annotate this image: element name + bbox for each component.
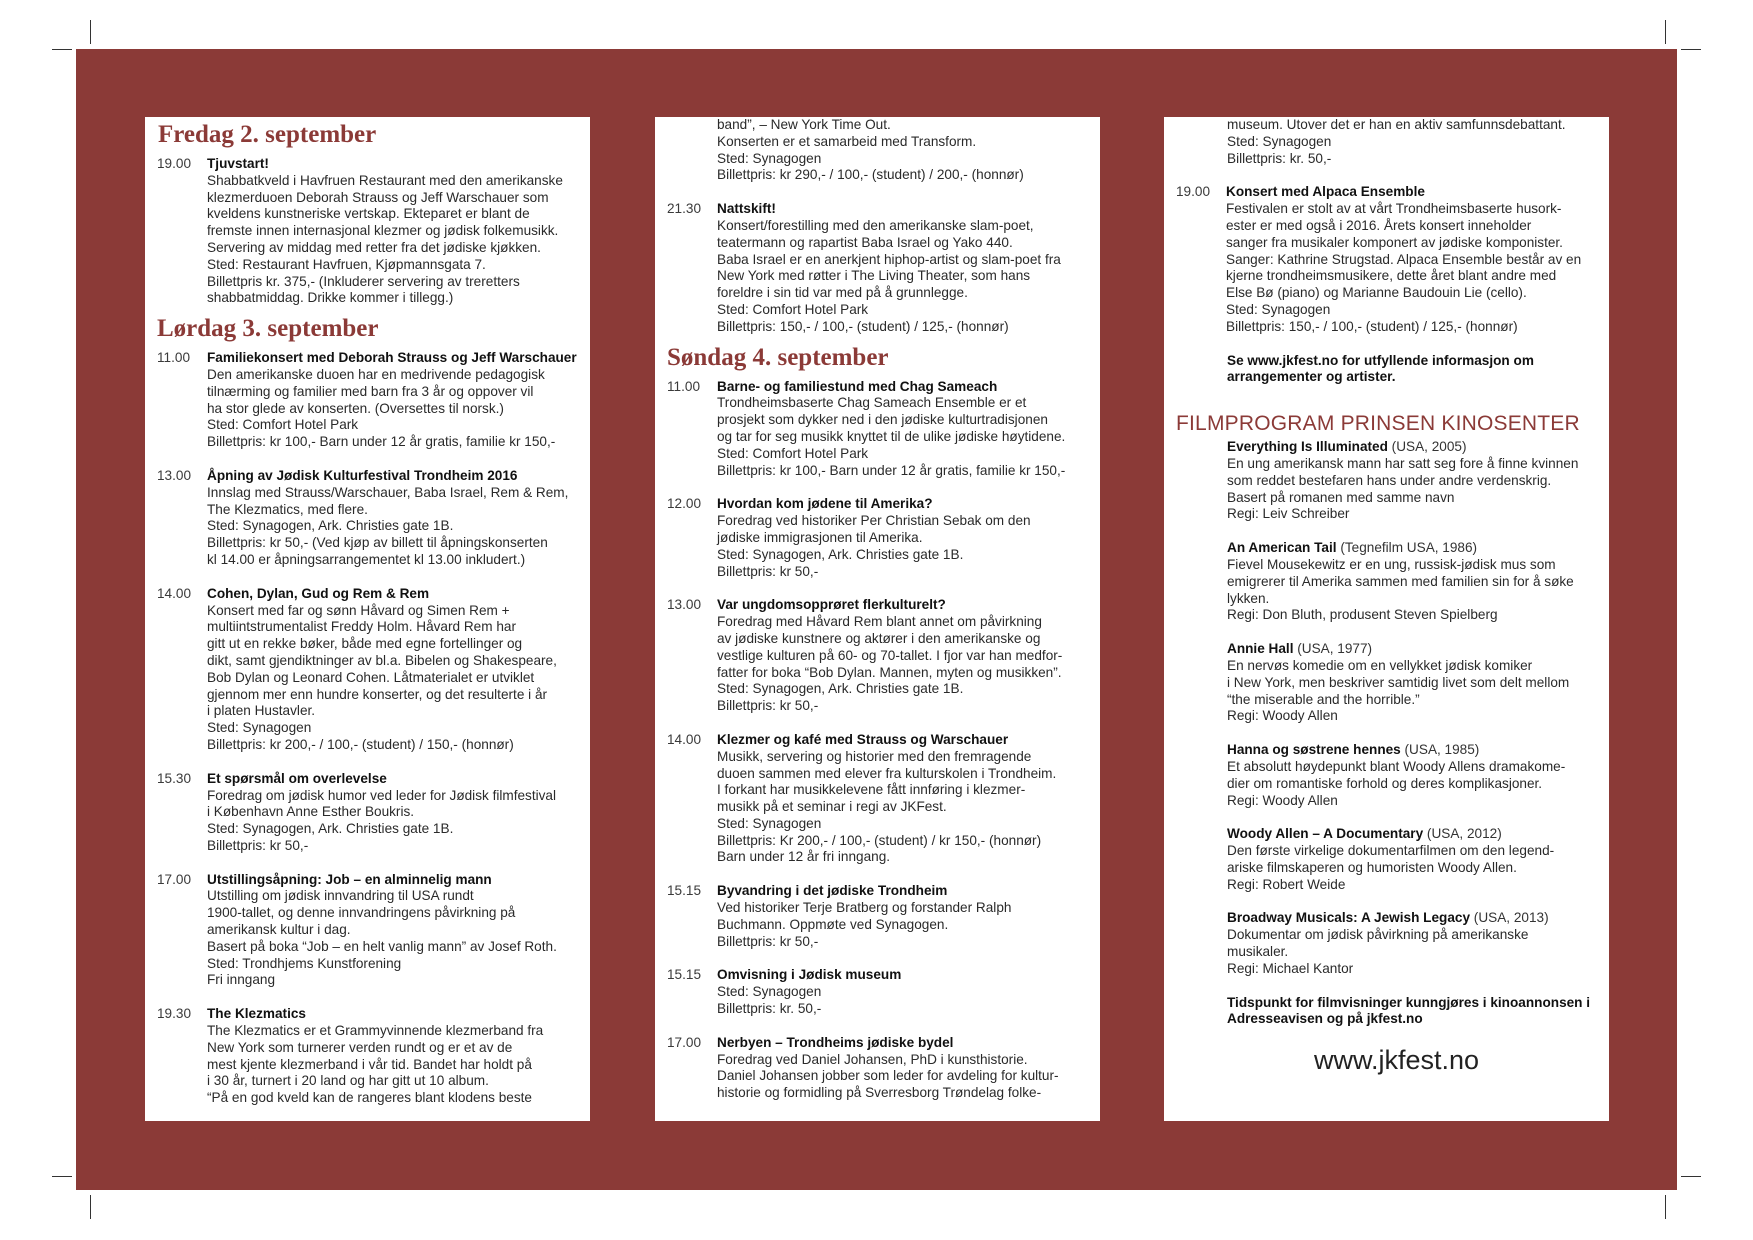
film-text-line: Regi: Leiv Schreiber [1227,506,1350,522]
event-title: Var ungdomsopprøret flerkulturelt? [717,597,946,613]
film-heading [1227,641,1601,658]
event-item [655,1035,1100,1102]
film-text-line: Et absolutt høydepunkt blant Woody Allens dramakome- [1227,758,1566,774]
event-body [207,350,590,451]
film-title: Woody Allen – A Documentary [1227,826,1424,842]
event-body [207,771,590,855]
event-text-line: musikk på et seminar i regi av JKFest. [717,799,947,815]
event-body [717,379,1100,480]
event-text-line: Billettpris: kr 200,- / 100,- (student) / 150,- (honnør) [207,736,514,752]
event-time: 12.00 [667,496,702,512]
event-title: Konsert med Alpaca Ensemble [1226,184,1425,200]
event-text-line: klezmerduoen Deborah Strauss og Jeff Warschauer som [207,189,549,205]
event-text-line: Bob Dylan og Leonard Cohen. Låtmaterialet er utviklet [207,669,535,685]
film-item [1164,826,1609,893]
event-text-line: Sted: Comfort Hotel Park [717,301,869,317]
film-text-line: Regi: Don Bluth, produsent Steven Spielberg [1227,607,1498,623]
event-text-line: Konsert med far og sønn Håvard og Simen Rem + [207,602,510,618]
event-text-line: I forkant har musikkelevene fått innføring i klezmer- [717,782,1026,798]
event-text-line: Billettpris: kr 100,- Barn under 12 år gratis, familie kr 150,- [207,434,556,450]
saturday-late-events [655,201,1100,335]
crop-mark [52,1176,72,1177]
event-item [145,350,590,451]
text-line: Billettpris: kr. 50,- [1227,150,1332,166]
event-body [207,156,590,307]
event-text-line: Buchmann. Oppmøte ved Synagogen. [717,916,949,932]
day-heading-saturday: Lørdag 3. september [157,315,379,343]
event-text-line: av jødiske kunstnere og aktører i den amerikanske og [717,630,1041,646]
event-text-line: Foredrag ved Daniel Johansen, PhD i kunsthistorie. [717,1051,1028,1067]
event-body [207,586,590,754]
event-text-line: og tar for seg musikk knyttet til de ulike jødiske høytidene. [717,428,1066,444]
film-text-line: “the miserable and the horrible.” [1227,691,1420,707]
event-text-line: Den amerikanske duoen har en medrivende pedagogisk [207,366,545,382]
event-text-line: Sted: Synagogen [1226,301,1331,317]
event-text-line: teatermann og rapartist Baba Israel og Yako 440. [717,234,1013,250]
event-text-line: tilnærming og familier med barn fra 3 år og oppover vil [207,383,534,399]
event-text-line: Billettpris: 150,- / 100,- (student) / 125,- (honnør) [717,318,1009,334]
event-time: 17.00 [157,871,192,887]
event-text-line: Trondheimsbaserte Chag Sameach Ensemble er et [717,395,1027,411]
text-line: Billettpris: kr 290,- / 100,- (student) / 200,- (honnør) [717,167,1024,183]
event-item [145,1006,590,1107]
event-item [145,468,590,569]
day-heading-friday: Fredag 2. september [158,121,377,148]
event-time: 13.00 [157,467,192,483]
event-title: Et spørsmål om overlevelse [207,770,387,786]
event-text-line: Else Bø (piano) og Marianne Baudouin Lie (cello). [1226,285,1527,301]
film-title: Annie Hall [1227,641,1294,657]
crop-mark [1665,1195,1666,1219]
event-text-line: prosjekt som dykker ned i den jødiske kulturtradisjonen [717,412,1048,428]
event-item [655,496,1100,580]
event-text-line: kl 14.00 er åpningsarrangementet kl 13.00 inkludert.) [207,551,526,567]
event-body [717,883,1100,950]
film-meta: (USA, 2012) [1423,826,1502,842]
friday-events [145,156,590,307]
event-body [207,1006,590,1107]
event-body [1226,184,1609,335]
event-title: Hvordan kom jødene til Amerika? [717,496,933,512]
event-title: Omvisning i Jødisk museum [717,967,902,983]
event-text-line: i København Anne Esther Boukris. [207,804,415,820]
text-line: band”, – New York Time Out. [717,117,891,132]
event-text-line: kveldens kunstneriske vertskap. Ekteparet er blant de [207,206,530,222]
event-text-line: kjerne trondheimsmusikere, dette året blant andre med [1226,268,1557,284]
event-text-line: 1900-tallet, og denne innvandringens påvirkning på [207,905,516,921]
event-time: 13.00 [667,597,702,613]
event-text-line: Fri inngang [207,972,276,988]
event-item [655,732,1100,866]
film-heading [1227,910,1601,927]
event-text-line: New York med røtter i The Living Theater, som hans [717,268,1031,284]
film-item [1164,439,1609,523]
sunday-events [655,379,1100,1102]
website-link[interactable]: www.jkfest.no [1313,1045,1480,1076]
event-text-line: Sted: Comfort Hotel Park [717,445,869,461]
film-text-line: Fievel Mousekewitz er en ung, russisk-jødisk mus som [1227,556,1556,572]
event-text-line: historie og formidling på Sverresborg Trøndelag folke- [717,1085,1042,1101]
film-footer-note: Tidspunkt for filmvisninger kunngjøres i kinoannonsen i Adresseavisen og på jkfest.no [1227,994,1591,1027]
event-text-line: duoen sammen med elever fra kulturskolen i Trondheim. [717,765,1057,781]
film-meta: (USA, 2005) [1387,439,1467,455]
panel-friday-saturday [145,117,590,1121]
text-line: museum. Utover det er han en aktiv samfunnsdebattant. [1227,117,1566,132]
event-title: Nerbyen – Trondheims jødiske bydel [717,1034,954,1050]
event-time: 15.30 [157,770,192,786]
event-time: 14.00 [667,731,702,747]
event-body [717,732,1100,866]
event-item [655,883,1100,950]
continued-text [655,117,1100,184]
text-line: Sted: Synagogen [717,150,822,166]
event-text-line: Billettpris: Kr 200,- / 100,- (student) / kr 150,- (honnør) [717,832,1042,848]
crop-mark [52,49,72,50]
event-title: Cohen, Dylan, Gud og Rem & Rem [207,585,430,601]
event-item [655,967,1100,1017]
event-text-line: Sted: Synagogen, Ark. Christies gate 1B. [717,546,964,562]
event-time: 11.00 [667,378,701,394]
film-text-line: En ung amerikansk mann har satt seg fore å finne kvinnen [1227,455,1579,471]
film-text-line: som reddet bestefaren hans under andre verdenskrig. [1227,472,1552,488]
event-time: 11.00 [157,350,191,366]
event-text-line: mest kjente klezmerband i vår tid. Bandet har holdt på [207,1056,532,1072]
event-text-line: Konsert/forestilling med den amerikanske slam-poet, [717,217,1034,233]
event-title: The Klezmatics [207,1006,306,1022]
event-item [655,201,1100,335]
event-item [145,156,590,307]
film-title: Broadway Musicals: A Jewish Legacy [1227,910,1471,926]
film-text-line: dier om romantiske forhold og deres komplikasjoner. [1227,775,1543,791]
event-text-line: Daniel Johansen jobber som leder for avdeling for kultur- [717,1068,1059,1084]
film-text-line: Dokumentar om jødisk påvirkning på amerikanske [1227,927,1529,943]
film-text-line: Regi: Woody Allen [1227,708,1338,724]
sunday-concert-event [1164,184,1609,335]
film-text-line: Basert på romanen med samme navn [1227,489,1455,505]
event-item [655,379,1100,480]
event-text-line: Foredrag ved historiker Per Christian Sebak om den [717,513,1031,529]
event-title: Åpning av Jødisk Kulturfestival Trondheim 2016 [207,467,518,483]
event-text-line: dikt, samt gjendiktninger av bl.a. Bibelen og Shakespeare, [207,652,557,668]
panel-saturday-sunday [655,117,1100,1121]
film-text-line: Regi: Woody Allen [1227,792,1338,808]
event-body [207,468,590,569]
film-item [1164,540,1609,624]
film-heading [1227,439,1601,456]
film-heading [1227,826,1601,843]
event-text-line: Foredrag med Håvard Rem blant annet om påvirkning [717,614,1042,630]
event-body [717,967,1100,1017]
event-text-line: The Klezmatics er et Grammyvinnende klezmerband fra [207,1023,544,1039]
film-meta: (USA, 2013) [1470,910,1549,926]
event-body [717,1035,1100,1102]
event-text-line: Billettpris: kr 50,- [207,837,309,853]
event-text-line: Sted: Comfort Hotel Park [207,417,359,433]
event-text-line: Billettpris: kr 50,- (Ved kjøp av billett til åpningskonserten [207,535,548,551]
film-text-line: musikaler. [1227,944,1289,960]
event-text-line: Sted: Synagogen [717,984,822,1000]
event-text-line: ha stor glede av konserten. (Oversettes til norsk.) [207,400,504,416]
event-text-line: Festivalen er stolt av at vårt Trondheimsbaserte husork- [1226,201,1562,217]
event-text-line: The Klezmatics, med flere. [207,501,368,517]
event-text-line: ester er med også i 2016. Årets konsert inneholder [1226,217,1532,233]
event-text-line: Barn under 12 år fri inngang. [717,849,891,865]
event-time: 14.00 [157,585,192,601]
film-meta: (USA, 1977) [1293,641,1373,657]
event-text-line: Billettpris: kr 100,- Barn under 12 år gratis, familie kr 150,- [717,462,1066,478]
event-body [207,872,590,990]
event-item [145,771,590,855]
event-text-line: Innslag med Strauss/Warschauer, Baba Israel, Rem & Rem, [207,484,569,500]
film-item [1164,742,1609,809]
info-note: Se www.jkfest.no for utfyllende informasjon om arrangementer og artister. [1227,352,1534,385]
event-title: Familiekonsert med Deborah Strauss og Jeff Warschauer [207,350,577,366]
film-list [1164,439,1609,978]
film-text-line: ariske filmskaperen og humoristen Woody Allen. [1227,859,1517,875]
text-line: Sted: Synagogen [1227,133,1332,149]
film-heading [1227,742,1601,759]
event-text-line: Sted: Synagogen, Ark. Christies gate 1B. [207,518,454,534]
film-title: An American Tail [1227,540,1337,556]
event-time: 19.30 [157,1006,192,1022]
crop-mark [1665,20,1666,44]
film-text-line: i New York, men beskriver samtidig livet som delt mellom [1227,674,1570,690]
event-text-line: Billettpris: kr 50,- [717,698,819,714]
event-text-line: Sted: Synagogen [207,720,312,736]
film-program-heading: FILMPROGRAM PRINSEN KINOSENTER [1176,412,1580,436]
crop-mark [90,20,91,44]
event-text-line: multiintstrumentalist Freddy Holm. Håvard Rem har [207,619,516,635]
event-text-line: Sted: Synagogen [717,815,822,831]
event-text-line: “På en god kveld kan de rangeres blant klodens beste [207,1090,532,1106]
event-item [145,586,590,754]
event-title: Byvandring i det jødiske Trondheim [717,883,948,899]
event-title: Utstillingsåpning: Job – en alminnelig mann [207,871,492,887]
event-body [717,496,1100,580]
event-text-line: i 30 år, turnert i 20 land og har gitt ut 10 album. [207,1073,489,1089]
event-text-line: Sted: Trondhjems Kunstforening [207,955,402,971]
film-text-line: En nervøs komedie om en vellykket jødisk komiker [1227,657,1533,673]
event-item [145,872,590,990]
event-text-line: Billettpris: kr. 50,- [717,1001,822,1017]
film-heading [1227,540,1601,557]
event-text-line: Shabbatkveld i Havfruen Restaurant med den amerikanske [207,172,563,188]
event-text-line: Billettpris: kr 50,- [717,933,819,949]
event-time: 19.00 [157,156,192,171]
event-text-line: Sted: Restaurant Havfruen, Kjøpmannsgata 7. [207,256,486,272]
film-item [1164,910,1609,977]
event-text-line: gitt ut en rekke bøker, både med egne fortellinger og [207,636,523,652]
event-item [1164,184,1609,335]
crop-mark [90,1195,91,1219]
film-title: Everything Is Illuminated [1227,439,1388,455]
event-text-line: Billettpris: kr 50,- [717,563,819,579]
film-text-line: Regi: Robert Weide [1227,876,1346,892]
film-text-line: emigrerer til Amerika sammen med familien sin for å søke [1227,573,1574,589]
event-text-line: vestlige kulturen på 60- og 70-tallet. I fjor var han medfor- [717,647,1063,663]
event-text-line: sanger fra musikaler komponert av jødiske komponister. [1226,234,1563,250]
continued-text [1164,117,1609,167]
crop-mark [1681,49,1701,50]
event-text-line: Foredrag om jødisk humor ved leder for Jødisk filmfestival [207,787,557,803]
film-text-line: lykken. [1227,590,1270,606]
event-text-line: i platen Hustavler. [207,703,316,719]
film-meta: (Tegnefilm USA, 1986) [1336,540,1478,556]
event-text-line: amerikansk kultur i dag. [207,922,351,938]
event-title: Nattskift! [717,201,776,217]
event-text-line: Baba Israel er en anerkjent hiphop-artist og slam-poet fra [717,251,1061,267]
event-text-line: Sanger: Kathrine Strugstad. Alpaca Ensemble består av en [1226,251,1582,267]
event-text-line: Billettpris: 150,- / 100,- (student) / 125,- (honnør) [1226,318,1518,334]
event-text-line: fatter for boka “Bob Dylan. Mannen, myten og musikken”. [717,664,1062,680]
event-title: Klezmer og kafé med Strauss og Warschauer [717,731,1009,747]
panel-concert-films [1164,117,1609,1121]
event-time: 15.15 [667,967,702,983]
event-text-line: Ved historiker Terje Bratberg og forstander Ralph [717,900,1012,916]
event-text-line: New York som turnerer verden rundt og er et av de [207,1039,513,1055]
film-text-line: Den første virkelige dokumentarfilmen om den legend- [1227,843,1555,859]
event-time: 19.00 [1176,184,1211,200]
event-time: 15.15 [667,883,702,899]
event-text-line: Basert på boka “Job – en helt vanlig mann” av Josef Roth. [207,938,557,954]
event-text-line: jødiske immigrasjonen til Amerika. [717,529,923,545]
film-meta: (USA, 1985) [1400,742,1480,758]
film-item [1164,641,1609,725]
event-title: Tjuvstart! [207,156,269,171]
event-text-line: Servering av middag med retter fra det jødiske kjøkken. [207,239,541,255]
event-text-line: foreldre i sin tid var med på å grunnlegge. [717,285,968,301]
event-text-line: fremste innen internasjonal klezmer og jødisk folkemusikk. [207,223,559,239]
event-time: 17.00 [667,1034,702,1050]
event-body [717,597,1100,715]
crop-mark [1681,1176,1701,1177]
event-text-line: gjennom mer enn hundre konserter, og det resulterte i år [207,686,548,702]
film-title: Hanna og søstrene hennes [1227,742,1401,758]
day-heading-sunday: Søndag 4. september [667,343,889,371]
text-line: Konserten er et samarbeid med Transform. [717,133,977,149]
event-text-line: Musikk, servering og historier med den fremragende [717,748,1032,764]
event-text-line: Utstilling om jødisk innvandring til USA rundt [207,888,474,904]
event-text-line: Sted: Synagogen, Ark. Christies gate 1B. [717,681,964,697]
event-title: Barne- og familiestund med Chag Sameach [717,378,998,394]
event-body [717,201,1100,335]
saturday-events [145,350,590,1107]
event-text-line: shabbatmiddag. Drikke kommer i tillegg.) [207,290,454,306]
event-item [655,597,1100,715]
event-text-line: Billettpris kr. 375,- (Inkluderer servering av treretters [207,273,520,289]
event-text-line: Sted: Synagogen, Ark. Christies gate 1B. [207,821,454,837]
event-time: 21.30 [667,201,702,217]
film-text-line: Regi: Michael Kantor [1227,960,1354,976]
